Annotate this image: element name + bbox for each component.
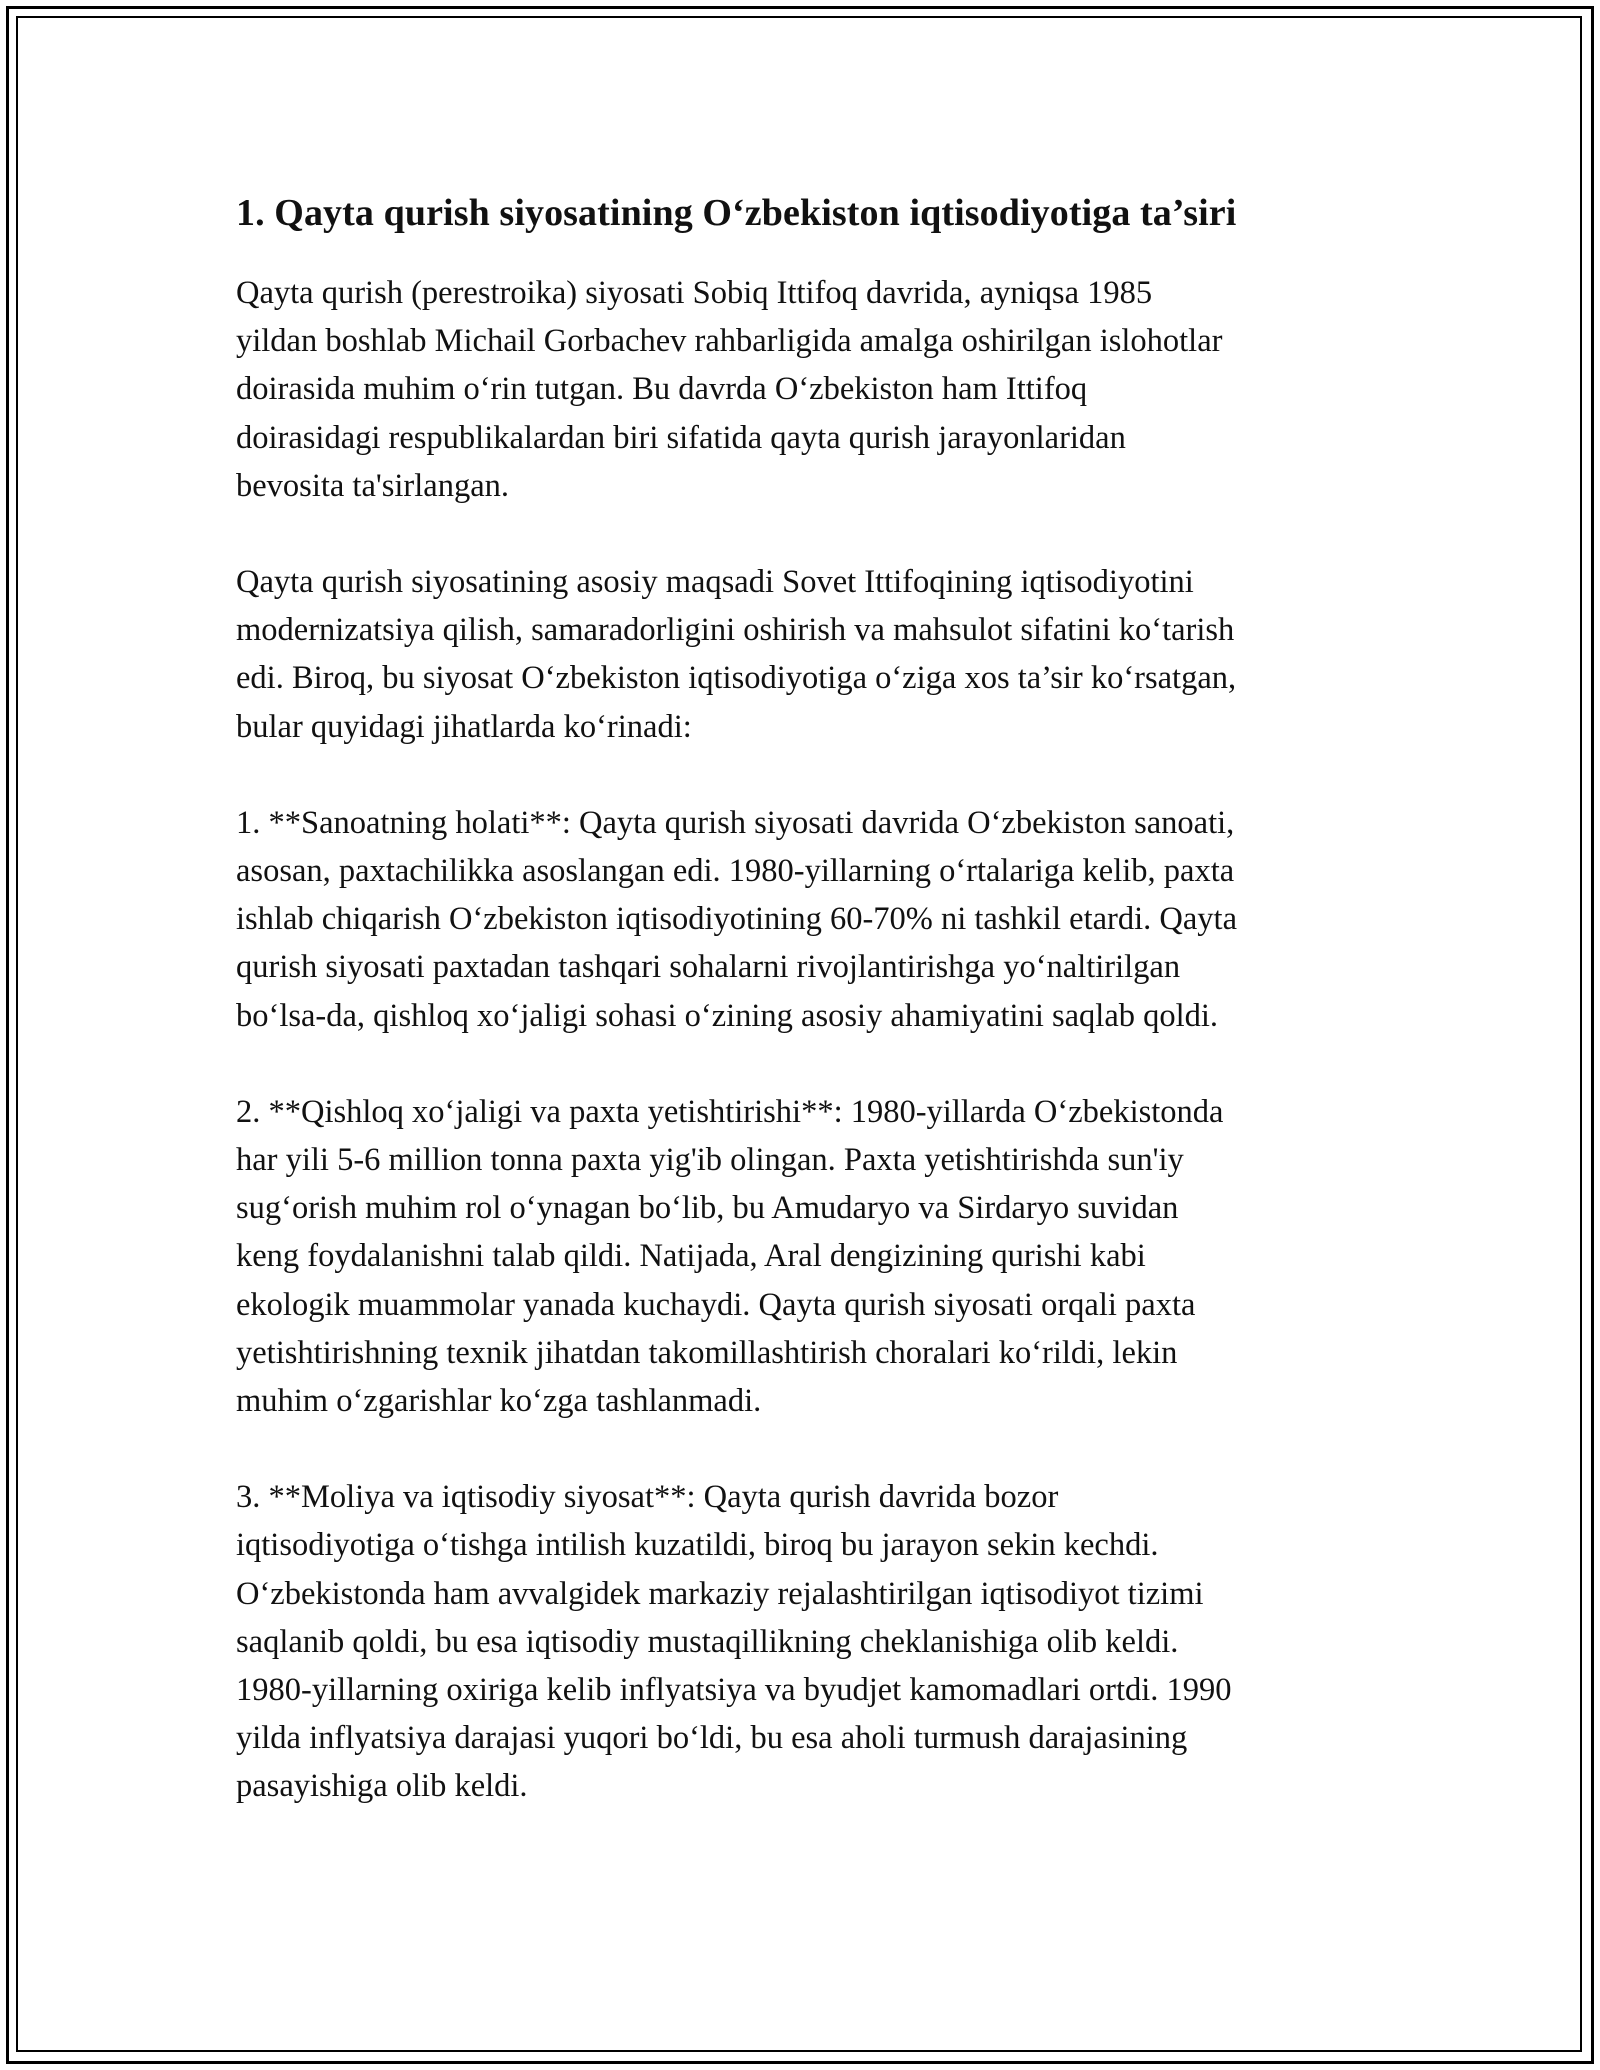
paragraph-agriculture: 2. **Qishloq xo‘jaligi va paxta yetishtirishi**: 1980-yillarda O‘zbekistonda har yili 5-6 million tonna paxta yig'ib olingan. Paxta yetishtirishda sun'iy sug‘orish muhim rol o‘ynagan bo‘lib, bu Amudaryo va Sirdaryo suvidan keng foydalanishni talab qildi. Natijada, Aral dengizining qurishi kabi ekologik muammolar yanada kuchaydi. Qayta qurish siyosati orqali paxta yetishtirishning texnik jihatdan takomillashtirish choralari ko‘rildi, lekin muhim o‘zgarishlar ko‘zga tashlanmadi. (236, 1093, 1224, 1420)
paragraph-industry: 1. **Sanoatning holati**: Qayta qurish siyosati davrida O‘zbekiston sanoati, asosan, paxtachilikka asoslangan edi. 1980-yillarning o‘rtalariga kelib, paxta ishlab chiqarish O‘zbekiston iqtisodiyotining 60-70% ni tashkil etardi. Qayta qurish siyosati paxtadan tashqari sohalarni rivojlantirishga yo‘naltirilgan bo‘lsa-da, qishloq xo‘jaligi sohasi o‘zining asosiy ahamiyatini saqlab qoldi. (236, 804, 1238, 1034)
document-body (236, 185, 1376, 1859)
document-title: 1. Qayta qurish siyosatining O‘zbekiston iqtisodiyotiga ta’siri (236, 192, 1237, 234)
paragraph-finance: 3. **Moliya va iqtisodiy siyosat**: Qayta qurish davrida bozor iqtisodiyotiga o‘tishga intilish kuzatildi, biroq bu jarayon sekin kechdi. O‘zbekistonda ham avvalgidek markaziy rejalashtirilgan iqtisodiyot tizimi saqlanib qoldi, bu esa iqtisodiy mustaqillikning cheklanishiga olib keldi. 1980-yillarning oxiriga kelib inflyatsiya va byudjet kamomadlari ortdi. 1990 yilda inflyatsiya darajasi yuqori bo‘ldi, bu esa aholi turmush darajasining pasayishiga olib keldi. (236, 1479, 1232, 1805)
paragraph-goal: Qayta qurish siyosatining asosiy maqsadi Sovet Ittifoqining iqtisodiyotini modernizatsiya qilish, samaradorligini oshirish va mahsulot sifatini ko‘tarish edi. Biroq, bu siyosat O‘zbekiston iqtisodiyotiga o‘ziga xos ta’sir ko‘rsatgan, bular quyidagi jihatlarda ko‘rinadi: (236, 564, 1237, 745)
paragraph-intro: Qayta qurish (perestroika) siyosati Sobiq Ittifoq davrida, ayniqsa 1985 yildan boshlab Michail Gorbachev rahbarligida amalga oshirilgan islohotlar doirasida muhim o‘rin tutgan. Bu davrda O‘zbekiston ham Ittifoq doirasidagi respublikalardan biri sifatida qayta qurish jarayonlaridan bevosita ta'sirlangan. (236, 275, 1223, 504)
